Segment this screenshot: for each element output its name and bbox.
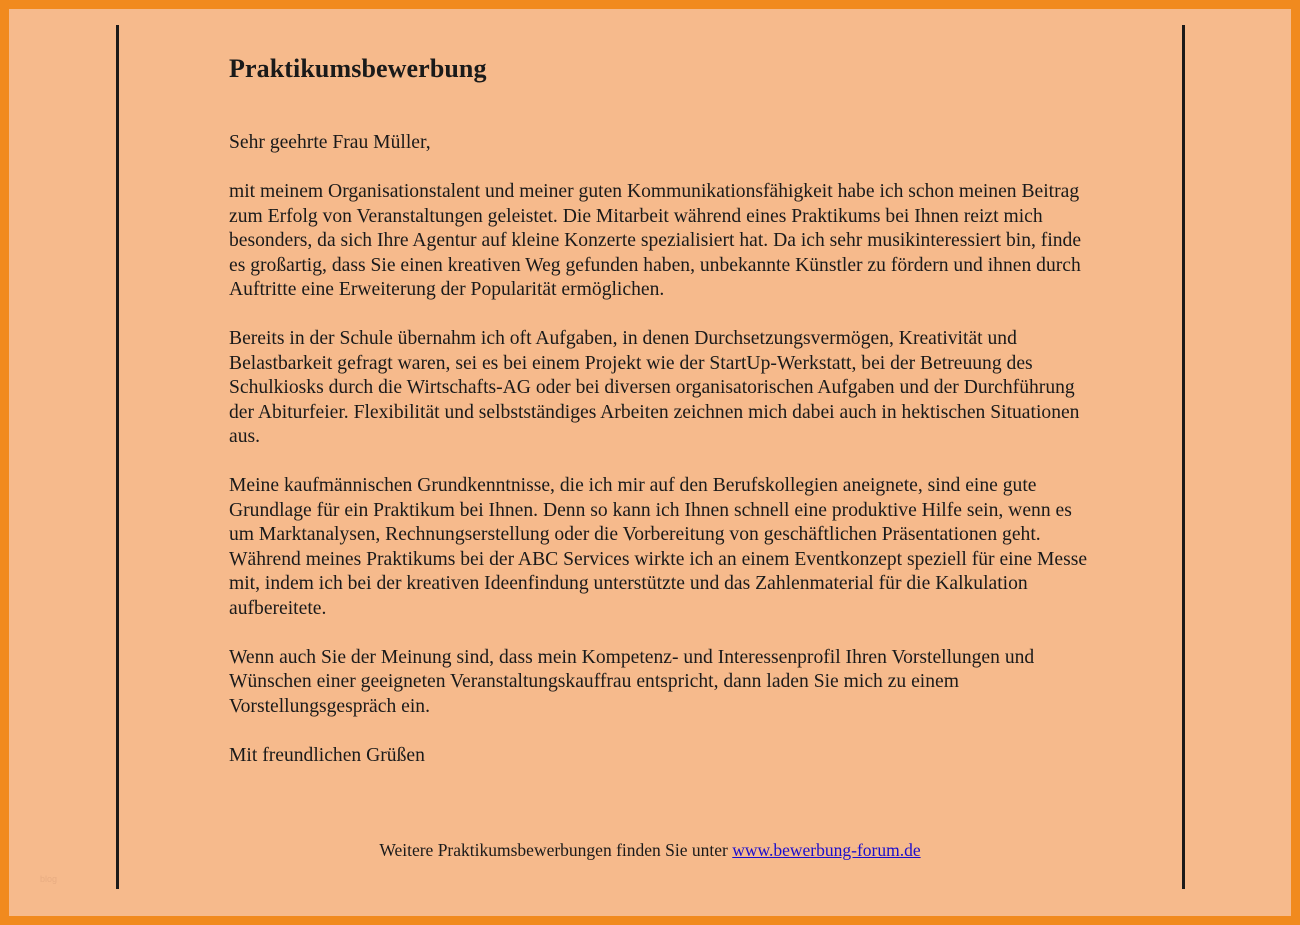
salutation: Sehr geehrte Frau Müller, [229,132,431,153]
paragraph-1: mit meinem Organisationstalent und meiner guten Kommunikationsfähigkeit habe ich schon meinen Beitrag zum Erfolg von Veranstaltungen geleistet. Die Mitarbeit während eines Praktikums bei Ihnen reizt mich besonders, da sich Ihre Agentur auf kleine Konzerte spezialisiert hat. Da ich sehr musikinteressiert bin, finde es großartig, dass Sie einen kreativen Weg gefunden haben, unbekannte Künstler zu fördern und ihnen durch Auftritte eine Erweiterung der Popularität ermöglichen. [229,181,1082,300]
right-margin-rule [1182,25,1185,889]
footer-note [0,839,1300,861]
paragraph-3: Meine kaufmännischen Grundkenntnisse, die ich mir auf den Berufskollegien aneignete, sind eine gute Grundlage für ein Praktikum bei Ihnen. Denn so kann ich Ihnen schnell eine produktive Hilfe sein, wenn es um Marktanalysen, Rechnungserstellung oder die Vorbereitung von geschäftlichen Präsentationen geht. Während meines Praktikums bei der ABC Services wirkte ich an einem Eventkonzept speziell für eine Messe mit, indem ich bei der kreativen Ideenfindung unterstützte und das Zahlenmaterial für die Kalkulation aufbereitete. [229,475,1088,619]
footer-text: Weitere Praktikumsbewerbungen finden Sie unter [379,840,733,860]
footer-link[interactable]: www.bewerbung-forum.de [732,840,921,860]
paragraph-4: Wenn auch Sie der Meinung sind, dass mein Kompetenz- und Interessenprofil Ihren Vorstellungen und Wünschen einer geeigneten Veranstaltungskauffrau entspricht, dann laden Sie mich zu einem Vorstellungsgespräch ein. [229,646,1035,717]
paragraph-2: Bereits in der Schule übernahm ich oft Aufgaben, in denen Durchsetzungsvermögen, Kreativität und Belastbarkeit gefragt waren, sei es bei einem Projekt wie der StartUp-Werkstatt, bei der Betreuung des Schulkiosks durch die Wirtschafts-AG oder bei diversen organisatorischen Aufgaben und der Durchführung der Abiturfeier. Flexibilität und selbstständiges Arbeiten zeichnen mich dabei auch in hektischen Situationen aus. [229,328,1080,447]
watermark: blog [40,874,58,884]
closing: Mit freundlichen Grüßen [229,744,425,766]
left-margin-rule [116,25,119,889]
letter-body [229,52,1089,768]
letter-title: Praktikumsbewerbung [229,54,487,83]
